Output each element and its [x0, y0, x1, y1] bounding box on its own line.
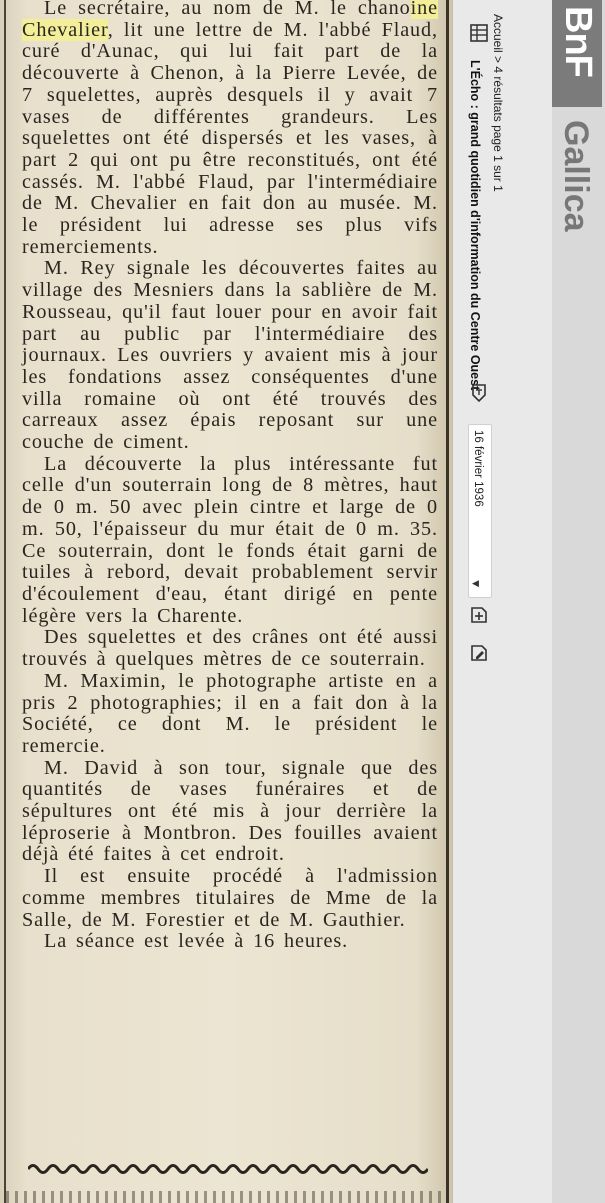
- next-article-fragment: [6, 1191, 446, 1203]
- date-select-value: 16 février 1936: [472, 430, 484, 507]
- document-title[interactable]: L'Écho : grand quotidien d'information du Centre Ouest: [468, 60, 482, 391]
- article-paragraph: M. Rey signale les découvertes faites au village des Mesniers dans la sablière de M. Rousseau, qu'il faut louer pour en avoir fait part au public par l'intermédiaire des journaux. Les ouvriers y avaient mis à jour les fondations assez conséquentes d'une villa romaine où ont été trouvés des carreaux assez épais reposant sur une couche de ciment.: [22, 257, 438, 454]
- shield-tag-icon[interactable]: [468, 382, 490, 404]
- breadcrumb: [491, 14, 505, 192]
- bnf-logo-text: BnF: [557, 6, 599, 77]
- gallica-logo[interactable]: Gallica: [557, 120, 595, 232]
- ornamental-rule: [28, 1160, 428, 1178]
- column-rule-left: [4, 0, 6, 1203]
- column-rule-right: [446, 0, 449, 1203]
- article-paragraph: M. Maximin, le photographe artiste en a pris 2 photographies; il en a fait don à la Société, ce dont M. le président le remercie.: [22, 669, 438, 757]
- breadcrumb-results[interactable]: 4 résultats page 1 sur 1: [491, 66, 505, 192]
- date-dropdown-caret-icon[interactable]: ◀: [472, 578, 479, 588]
- breadcrumb-home[interactable]: Accueil: [491, 14, 505, 53]
- article-paragraph: M. David à son tour, signale que des quantités de vases funéraires et de sépultures ont été mis à jour derrière la léproserie à Montbron. Des fouilles avaient déjà été faites à cet endroit.: [22, 756, 438, 866]
- add-page-icon[interactable]: [468, 604, 490, 626]
- article-text: [22, 0, 438, 953]
- breadcrumb-separator: >: [491, 56, 505, 64]
- article-paragraph: La découverte la plus intéressante fut celle d'un souterrain long de 8 mètres, haut de 0 m. 50 avec plein cintre et large de 0 m. 50, l'épaisseur du mur était de 0 m. 35. Ce souterrain, dont le fonds était garni de tuiles à rebord, devait probablement servir d'écoulement d'eau, étant dirigé en pente légère vers la Charente.: [22, 452, 438, 627]
- article-paragraph: Des squelettes et des crânes ont été aussi trouvés à quelques mètres de ce souterrain.: [22, 626, 438, 671]
- article-paragraph: [22, 0, 438, 258]
- article-paragraph: Il est ensuite procédé à l'admission comme membres titulaires de Mme de la Salle, de M. Forestier et de M. Gauthier.: [22, 865, 438, 931]
- search-highlight: ine Chevalier: [22, 0, 438, 41]
- edit-page-icon[interactable]: [468, 642, 490, 664]
- grid-icon[interactable]: [468, 22, 490, 44]
- article-paragraph: La séance est levée à 16 heures.: [44, 930, 349, 953]
- text-run: Le secrétaire, au nom de M. le chano: [44, 0, 411, 19]
- text-run: , lit une lettre de M. l'abbé Flaud, curé d'Aunac, qui lui fait part de la découverte à Chenon, à la Pierre Levée, de 7 squelettes, auprès desquels il y avait 7 vases de différentes grandeurs. Les squelettes ont été dispersés et les vases, à part 2 qui ont pu être reconstitués, ont été cassés. M. l'abbé Flaud, par l'intermédiaire de M. Chevalier en fait don au musée. M. le président lui adresse ses plus vifs remerciements.: [22, 18, 438, 258]
